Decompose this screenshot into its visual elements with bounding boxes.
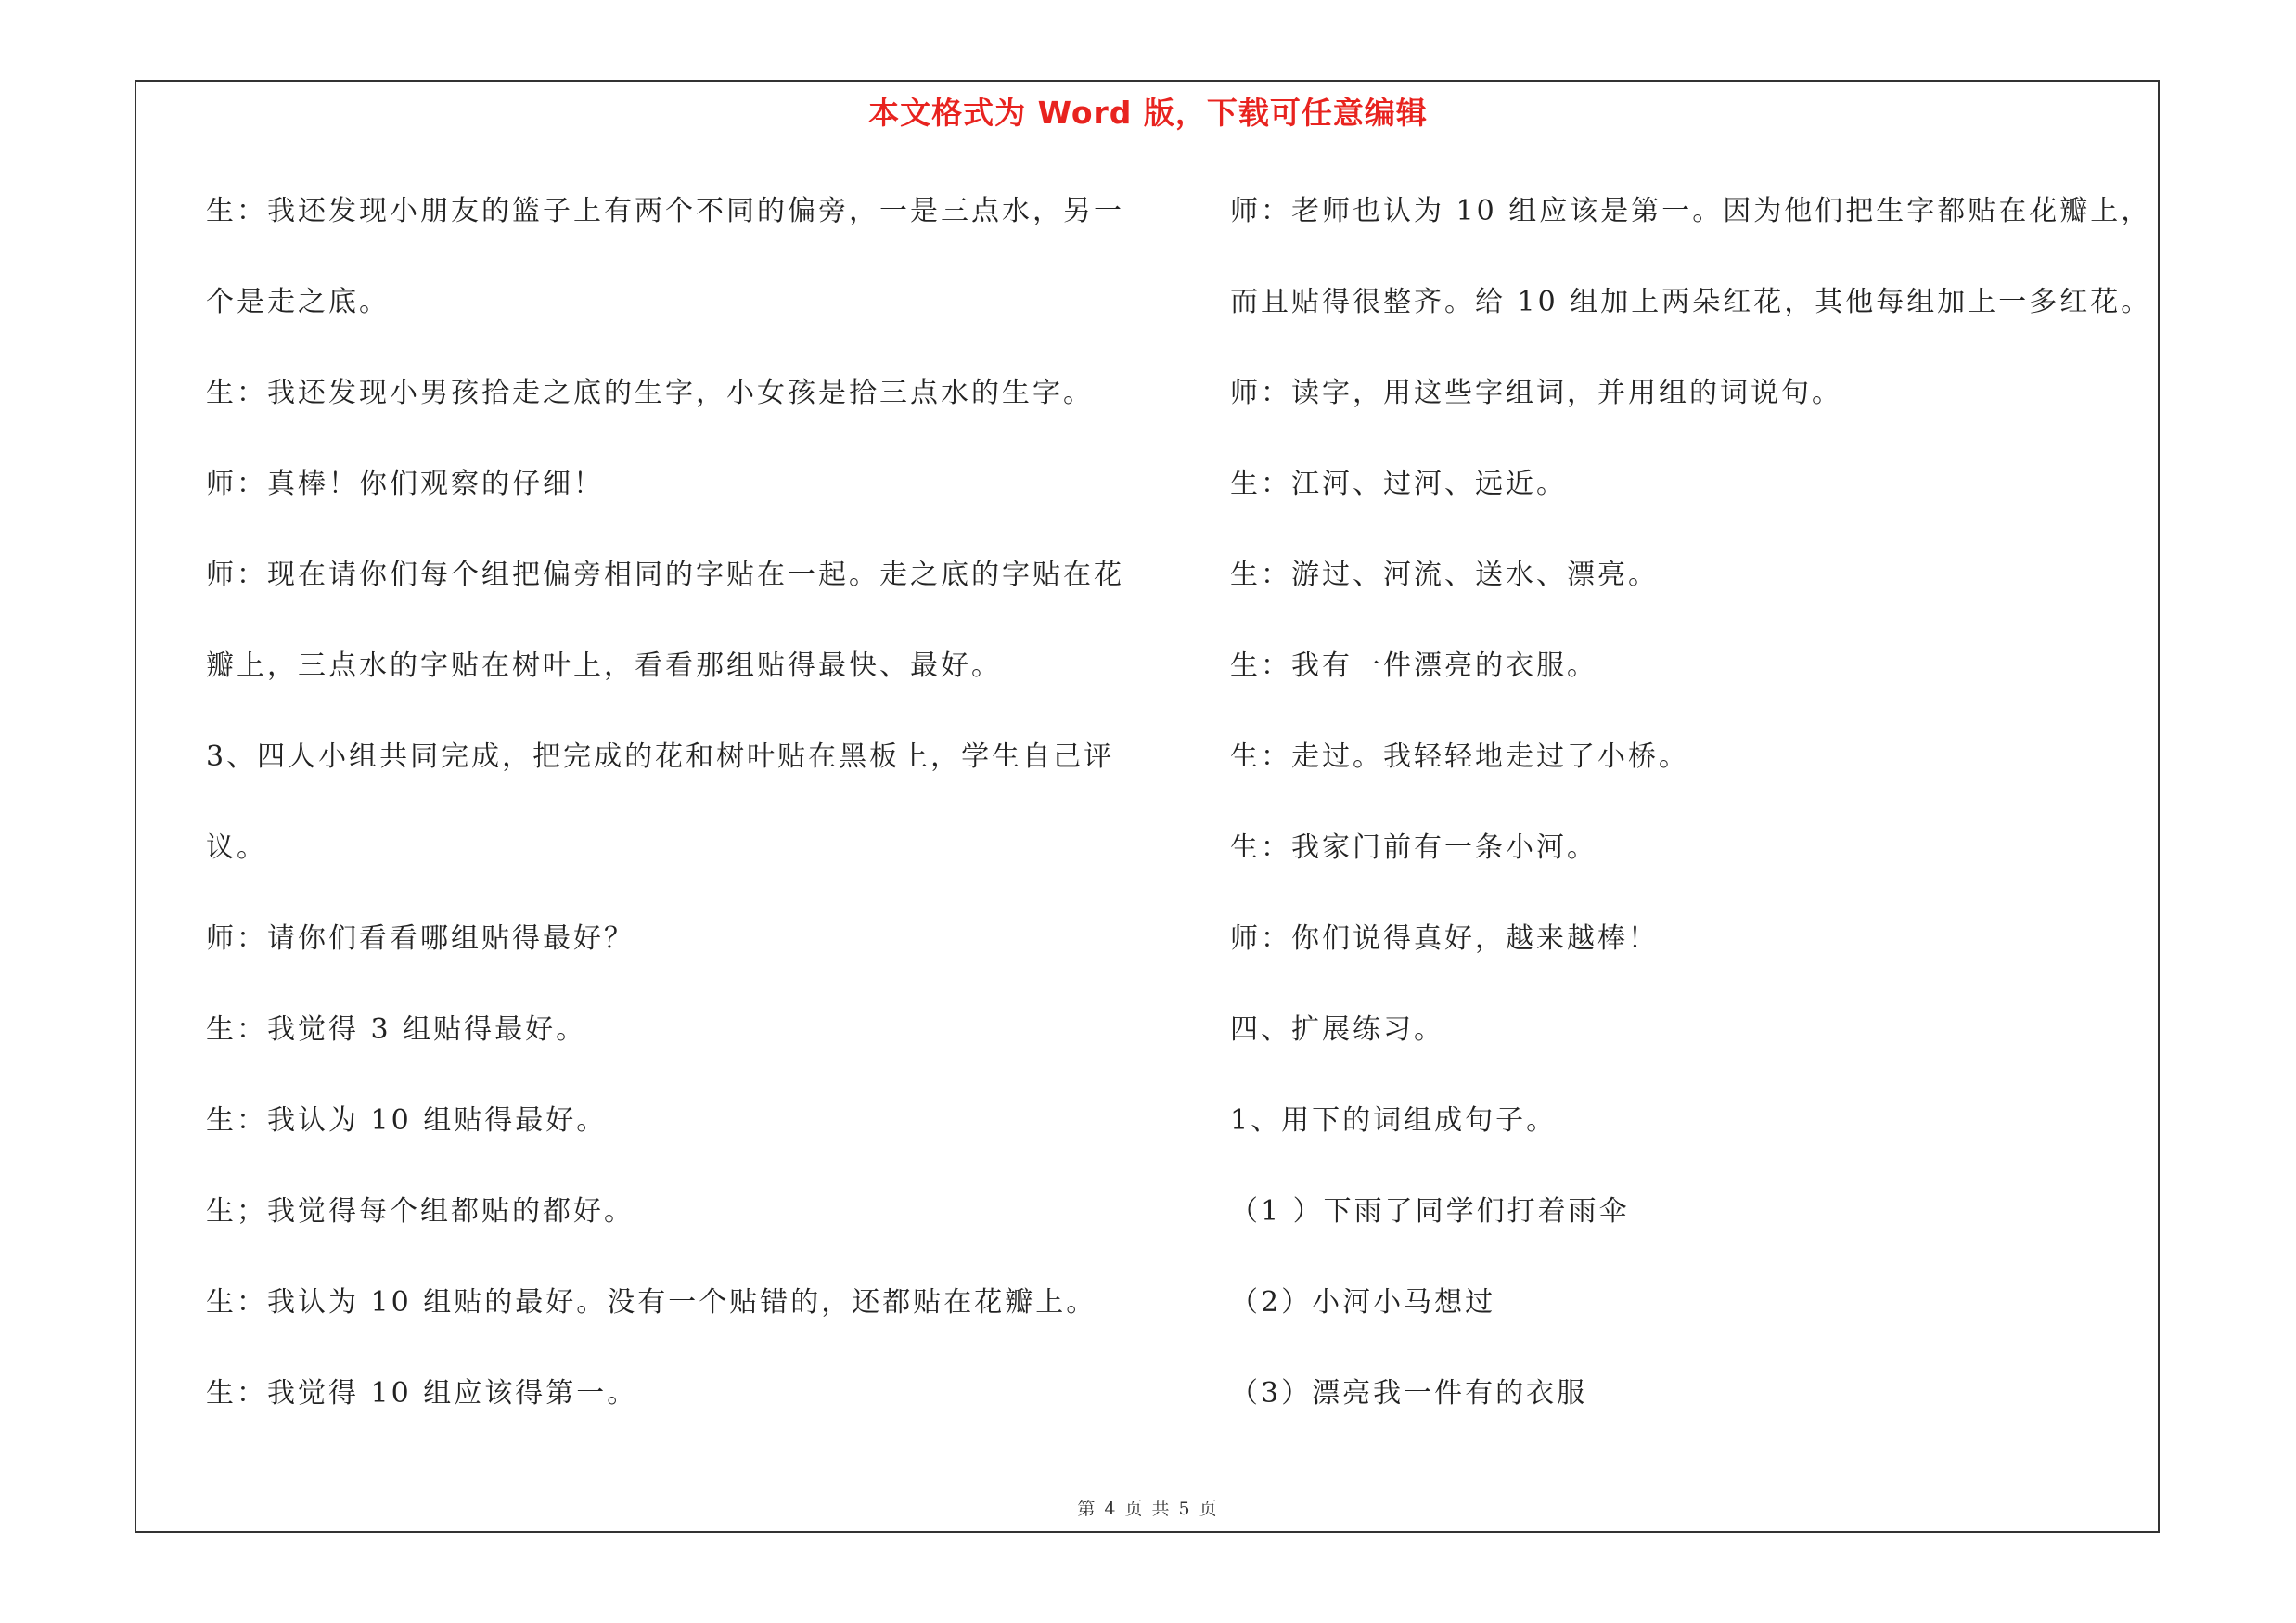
right-column bbox=[1230, 186, 2158, 1459]
left-line: 生：我觉得 10 组应该得第一。 bbox=[206, 1377, 638, 1410]
left-line: 生：我认为 10 组贴得最好。 bbox=[206, 1104, 608, 1137]
right-line: 生：走过。我轻轻地走过了小桥。 bbox=[1230, 741, 1689, 773]
right-line: 1、用下的词组成句子。 bbox=[1230, 1104, 1558, 1137]
right-line: 生：江河、过河、远近。 bbox=[1230, 468, 1567, 500]
right-line: 师：读字，用这些字组词，并用组的词说句。 bbox=[1230, 377, 1842, 409]
left-line: 师：现在请你们每个组把偏旁相同的字贴在一起。走之底的字贴在花 bbox=[206, 559, 1124, 591]
document-banner: 本文格式为 Word 版，下载可任意编辑 bbox=[868, 95, 1428, 131]
right-line: （2）小河小马想过 bbox=[1230, 1286, 1496, 1319]
right-line: 四、扩展练习。 bbox=[1230, 1013, 1444, 1046]
left-line: 议。 bbox=[206, 831, 267, 864]
left-line: 生；我觉得每个组都贴的都好。 bbox=[206, 1195, 635, 1228]
right-line: 生：游过、河流、送水、漂亮。 bbox=[1230, 559, 1659, 591]
right-line: 生：我家门前有一条小河。 bbox=[1230, 831, 1597, 864]
left-line: 个是走之底。 bbox=[206, 286, 390, 318]
left-line: 师：请你们看看哪组贴得最好？ bbox=[206, 922, 635, 955]
left-line: 瓣上，三点水的字贴在树叶上，看看那组贴得最快、最好。 bbox=[206, 650, 1002, 682]
left-line: 生：我认为 10 组贴的最好。没有一个贴错的，还都贴在花瓣上。 bbox=[206, 1286, 1097, 1319]
right-line: （1 ）下雨了同学们打着雨伞 bbox=[1230, 1195, 1630, 1228]
right-line: 师：老师也认为 10 组应该是第一。因为他们把生字都贴在花瓣上， bbox=[1230, 195, 2152, 227]
right-line: （3）漂亮我一件有的衣服 bbox=[1230, 1377, 1588, 1410]
left-line: 生：我觉得 3 组贴得最好。 bbox=[206, 1013, 587, 1046]
page-number: 第 4 页 共 5 页 bbox=[1077, 1499, 1219, 1519]
left-line: 师：真棒！你们观察的仔细！ bbox=[206, 468, 604, 500]
right-line: 师：你们说得真好，越来越棒！ bbox=[1230, 922, 1659, 955]
left-line: 生：我还发现小男孩拾走之底的生字，小女孩是拾三点水的生字。 bbox=[206, 377, 1094, 409]
left-line: 生：我还发现小朋友的篮子上有两个不同的偏旁，一是三点水，另一 bbox=[206, 195, 1124, 227]
left-line: 3、四人小组共同完成，把完成的花和树叶贴在黑板上，学生自己评 bbox=[206, 741, 1115, 773]
right-line: 生：我有一件漂亮的衣服。 bbox=[1230, 650, 1597, 682]
left-column bbox=[206, 186, 1134, 1459]
right-line: 而且贴得很整齐。给 10 组加上两朵红花，其他每组加上一多红花。 bbox=[1230, 286, 2152, 318]
